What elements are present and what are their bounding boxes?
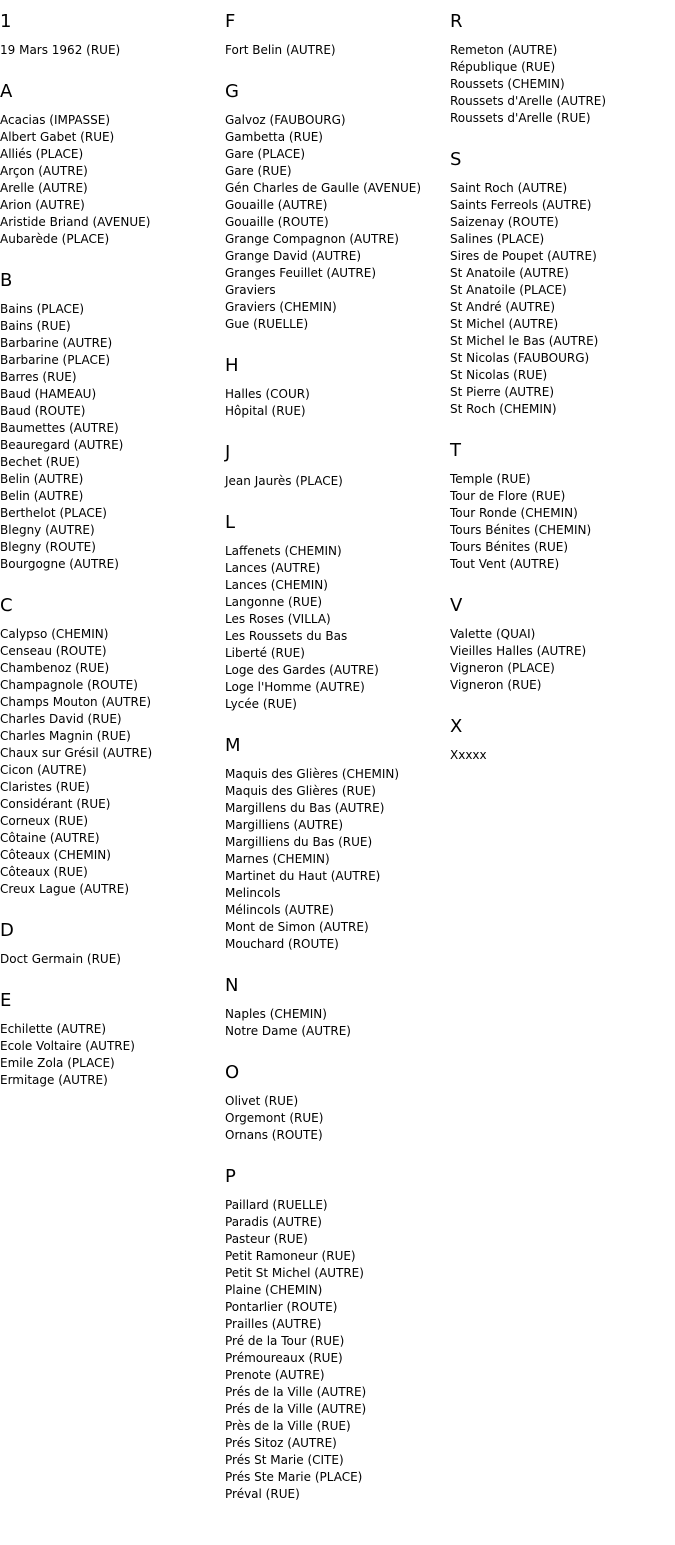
street-link[interactable]: Orgemont (RUE)	[225, 1111, 324, 1125]
street-list	[225, 543, 450, 713]
letter-heading: X	[450, 716, 463, 737]
letter-heading: V	[450, 595, 463, 616]
street-link[interactable]: Berthelot (PLACE)	[0, 506, 107, 520]
street-link[interactable]: St Nicolas (FAUBOURG)	[450, 351, 590, 365]
letter-section	[225, 512, 450, 713]
street-link[interactable]: Gambetta (RUE)	[225, 130, 323, 144]
street-link[interactable]: Les Roses (VILLA)	[225, 612, 331, 626]
letter-section	[225, 975, 450, 1040]
street-link[interactable]: Roussets d'Arelle (RUE)	[450, 111, 591, 125]
index-column-2	[225, 11, 450, 1525]
street-link[interactable]: Naples (CHEMIN)	[225, 1007, 327, 1021]
street-link[interactable]: Liberté (RUE)	[225, 646, 305, 660]
street-link[interactable]: Champs Mouton (AUTRE)	[0, 695, 152, 709]
street-link[interactable]: Chambenoz (RUE)	[0, 661, 110, 675]
street-link[interactable]: 19 Mars 1962 (RUE)	[0, 43, 121, 57]
street-link[interactable]: Côteaux (RUE)	[0, 865, 88, 879]
street-link[interactable]: Gue (RUELLE)	[225, 317, 309, 331]
street-link[interactable]: Pasteur (RUE)	[225, 1232, 308, 1246]
letter-heading: R	[450, 11, 463, 32]
street-link[interactable]: Prés Sitoz (AUTRE)	[225, 1436, 337, 1450]
street-link[interactable]: Tours Bénites (RUE)	[450, 540, 569, 554]
street-link[interactable]: Paradis (AUTRE)	[225, 1215, 322, 1229]
letter-heading: G	[225, 81, 239, 102]
street-link[interactable]: Xxxxx	[450, 748, 487, 762]
street-link[interactable]: Arelle (AUTRE)	[0, 181, 88, 195]
street-link[interactable]: Grange David (AUTRE)	[225, 249, 362, 263]
street-link[interactable]: Loge des Gardes (AUTRE)	[225, 663, 379, 677]
street-link[interactable]: Margilliens (AUTRE)	[225, 818, 344, 832]
street-link[interactable]: Blegny (AUTRE)	[0, 523, 95, 537]
letter-section	[225, 735, 450, 953]
street-link[interactable]: St Michel (AUTRE)	[450, 317, 559, 331]
street-link[interactable]: Graviers (CHEMIN)	[225, 300, 337, 314]
letter-section	[225, 11, 450, 59]
street-link[interactable]: Maquis des Glières (RUE)	[225, 784, 376, 798]
street-link[interactable]: St Nicolas (RUE)	[450, 368, 548, 382]
street-list	[225, 1006, 450, 1040]
street-link[interactable]: Sires de Poupet (AUTRE)	[450, 249, 597, 263]
street-link[interactable]: Laffenets (CHEMIN)	[225, 544, 342, 558]
street-link[interactable]: Baud (HAMEAU)	[0, 387, 97, 401]
street-list	[0, 626, 225, 898]
letter-heading: M	[225, 735, 241, 756]
street-link[interactable]: St Michel le Bas (AUTRE)	[450, 334, 599, 348]
street-link[interactable]: Alliés (PLACE)	[0, 147, 84, 161]
street-list	[450, 626, 675, 694]
street-link[interactable]: Ornans (ROUTE)	[225, 1128, 323, 1142]
street-link[interactable]: Côtaine (AUTRE)	[0, 831, 100, 845]
street-link[interactable]: Creux Lague (AUTRE)	[0, 882, 130, 896]
letter-heading: S	[450, 149, 462, 170]
street-link[interactable]: Calypso (CHEMIN)	[0, 627, 109, 641]
street-list	[0, 301, 225, 573]
street-link[interactable]: Corneux (RUE)	[0, 814, 89, 828]
street-link[interactable]: Remeton (AUTRE)	[450, 43, 558, 57]
street-link[interactable]: Marnes (CHEMIN)	[225, 852, 330, 866]
street-link[interactable]: Préval (RUE)	[225, 1487, 300, 1501]
street-link[interactable]: Prés St Marie (CITE)	[225, 1453, 344, 1467]
street-list	[225, 386, 450, 420]
street-link[interactable]: Champagnole (ROUTE)	[0, 678, 138, 692]
street-link[interactable]: Barbarine (PLACE)	[0, 353, 111, 367]
letter-section	[0, 595, 225, 898]
street-link[interactable]: Roussets (CHEMIN)	[450, 77, 565, 91]
street-list	[225, 1197, 450, 1503]
street-link[interactable]: Barbarine (AUTRE)	[0, 336, 113, 350]
street-link[interactable]: Granges Feuillet (AUTRE)	[225, 266, 377, 280]
street-list	[450, 180, 675, 418]
street-link[interactable]: Belin (AUTRE)	[0, 472, 84, 486]
street-link[interactable]: Vieilles Halles (AUTRE)	[450, 644, 587, 658]
street-link[interactable]: Baumettes (AUTRE)	[0, 421, 119, 435]
street-link[interactable]: Acacias (IMPASSE)	[0, 113, 111, 127]
street-list	[225, 766, 450, 953]
letter-heading: N	[225, 975, 239, 996]
street-link[interactable]: Melincols	[225, 886, 281, 900]
letter-section	[225, 81, 450, 333]
letter-heading: F	[225, 11, 236, 32]
street-link[interactable]: Vigneron (PLACE)	[450, 661, 555, 675]
street-list	[0, 42, 225, 59]
street-list	[225, 42, 450, 59]
street-link[interactable]: Graviers	[225, 283, 276, 297]
street-link[interactable]: Pontarlier (ROUTE)	[225, 1300, 338, 1314]
street-link[interactable]: Prés Ste Marie (PLACE)	[225, 1470, 363, 1484]
letter-heading: J	[225, 442, 231, 463]
street-link[interactable]: Mont de Simon (AUTRE)	[225, 920, 369, 934]
street-link[interactable]: Petit Ramoneur (RUE)	[225, 1249, 356, 1263]
street-link[interactable]: Albert Gabet (RUE)	[0, 130, 115, 144]
street-link[interactable]: Gare (PLACE)	[225, 147, 306, 161]
letter-heading: O	[225, 1062, 240, 1083]
street-link[interactable]: Gare (RUE)	[225, 164, 292, 178]
street-link[interactable]: Arçon (AUTRE)	[0, 164, 88, 178]
street-link[interactable]: Aubarède (PLACE)	[0, 232, 110, 246]
street-link[interactable]: Margillens du Bas (AUTRE)	[225, 801, 385, 815]
street-list	[450, 471, 675, 573]
street-link[interactable]: Les Roussets du Bas	[225, 629, 348, 643]
street-link[interactable]: Paillard (RUELLE)	[225, 1198, 328, 1212]
street-link[interactable]: Prenote (AUTRE)	[225, 1368, 325, 1382]
street-link[interactable]: St Anatoile (AUTRE)	[450, 266, 569, 280]
street-link[interactable]: Gén Charles de Gaulle (AVENUE)	[225, 181, 422, 195]
letter-heading: 1	[0, 11, 12, 32]
street-link[interactable]: Martinet du Haut (AUTRE)	[225, 869, 381, 883]
index-column-3	[450, 11, 675, 786]
street-list	[450, 747, 675, 764]
street-link[interactable]: Emile Zola (PLACE)	[0, 1056, 115, 1070]
street-link[interactable]: St Roch (CHEMIN)	[450, 402, 557, 416]
street-link[interactable]: Considérant (RUE)	[0, 797, 111, 811]
letter-heading: L	[225, 512, 236, 533]
street-link[interactable]: Langonne (RUE)	[225, 595, 323, 609]
street-link[interactable]: Bains (PLACE)	[0, 302, 85, 316]
street-link[interactable]: Plaine (CHEMIN)	[225, 1283, 323, 1297]
street-link[interactable]: Beauregard (AUTRE)	[0, 438, 124, 452]
letter-section	[450, 149, 675, 418]
street-link[interactable]: Notre Dame (AUTRE)	[225, 1024, 351, 1038]
street-link[interactable]: St Pierre (AUTRE)	[450, 385, 555, 399]
street-link[interactable]: Olivet (RUE)	[225, 1094, 299, 1108]
street-link[interactable]: Aristide Briand (AVENUE)	[0, 215, 151, 229]
street-link[interactable]: Arion (AUTRE)	[0, 198, 85, 212]
street-link[interactable]: Ermitage (AUTRE)	[0, 1073, 108, 1087]
street-link[interactable]: Salines (PLACE)	[450, 232, 545, 246]
street-link[interactable]: Près de la Ville (RUE)	[225, 1419, 351, 1433]
street-link[interactable]: Vigneron (RUE)	[450, 678, 542, 692]
street-link[interactable]: Belin (AUTRE)	[0, 489, 84, 503]
letter-section	[0, 81, 225, 248]
letter-heading: E	[0, 990, 12, 1011]
letter-section	[225, 355, 450, 420]
street-link[interactable]: Valette (QUAI)	[450, 627, 536, 641]
letter-heading: T	[450, 440, 461, 461]
street-link[interactable]: Tout Vent (AUTRE)	[450, 557, 560, 571]
street-link[interactable]: Tours Bénites (CHEMIN)	[450, 523, 592, 537]
street-list	[225, 1093, 450, 1144]
street-link[interactable]: Gouaille (AUTRE)	[225, 198, 328, 212]
letter-heading: A	[0, 81, 13, 102]
street-link[interactable]: Mélincols (AUTRE)	[225, 903, 334, 917]
street-link[interactable]: Halles (COUR)	[225, 387, 310, 401]
street-list	[225, 112, 450, 333]
street-link[interactable]: Echilette (AUTRE)	[0, 1022, 107, 1036]
street-link[interactable]: Charles David (RUE)	[0, 712, 122, 726]
letter-section	[0, 270, 225, 573]
street-link[interactable]: Tour Ronde (CHEMIN)	[450, 506, 578, 520]
street-link[interactable]: Tour de Flore (RUE)	[450, 489, 566, 503]
letter-heading: P	[225, 1166, 236, 1187]
street-link[interactable]: Côteaux (CHEMIN)	[0, 848, 111, 862]
street-link[interactable]: Ecole Voltaire (AUTRE)	[0, 1039, 135, 1053]
street-link[interactable]: Pré de la Tour (RUE)	[225, 1334, 345, 1348]
street-link[interactable]: Bechet (RUE)	[0, 455, 80, 469]
street-link[interactable]: Petit St Michel (AUTRE)	[225, 1266, 364, 1280]
street-link[interactable]: Gouaille (ROUTE)	[225, 215, 329, 229]
letter-heading: B	[0, 270, 13, 291]
street-link[interactable]: Hôpital (RUE)	[225, 404, 306, 418]
street-link[interactable]: République (RUE)	[450, 60, 556, 74]
street-link[interactable]: Cicon (AUTRE)	[0, 763, 87, 777]
letter-section	[450, 716, 675, 764]
street-link[interactable]: Temple (RUE)	[450, 472, 531, 486]
street-link[interactable]: Lances (AUTRE)	[225, 561, 321, 575]
street-link[interactable]: Censeau (ROUTE)	[0, 644, 107, 658]
street-link[interactable]: Loge l'Homme (AUTRE)	[225, 680, 365, 694]
street-link[interactable]: Chaux sur Grésil (AUTRE)	[0, 746, 153, 760]
street-link[interactable]: Galvoz (FAUBOURG)	[225, 113, 346, 127]
street-link[interactable]: Maquis des Glières (CHEMIN)	[225, 767, 400, 781]
street-link[interactable]: Prés de la Ville (AUTRE)	[225, 1385, 367, 1399]
letter-section	[450, 595, 675, 694]
street-link[interactable]: Lances (CHEMIN)	[225, 578, 328, 592]
street-link[interactable]: Blegny (ROUTE)	[0, 540, 96, 554]
street-link[interactable]: Claristes (RUE)	[0, 780, 90, 794]
street-link[interactable]: Fort Belin (AUTRE)	[225, 43, 336, 57]
street-list	[0, 1021, 225, 1089]
street-link[interactable]: Grange Compagnon (AUTRE)	[225, 232, 399, 246]
street-list	[225, 473, 450, 490]
street-link[interactable]: Mouchard (ROUTE)	[225, 937, 339, 951]
street-link[interactable]: Lycée (RUE)	[225, 697, 297, 711]
street-link[interactable]: Prailles (AUTRE)	[225, 1317, 322, 1331]
letter-heading: H	[225, 355, 239, 376]
street-link[interactable]: Saints Ferreols (AUTRE)	[450, 198, 592, 212]
street-link[interactable]: Saint Roch (AUTRE)	[450, 181, 568, 195]
street-list	[0, 112, 225, 248]
street-link[interactable]: Bourgogne (AUTRE)	[0, 557, 119, 571]
street-link[interactable]: Jean Jaurès (PLACE)	[225, 474, 343, 488]
street-link[interactable]: Charles Magnin (RUE)	[0, 729, 131, 743]
street-list	[450, 42, 675, 127]
street-link[interactable]: Baud (ROUTE)	[0, 404, 86, 418]
letter-heading: D	[0, 920, 14, 941]
street-link[interactable]: St Anatoile (PLACE)	[450, 283, 567, 297]
letter-section	[0, 11, 225, 59]
letter-section	[0, 920, 225, 968]
letter-section	[450, 440, 675, 573]
street-link[interactable]: Prés de la Ville (AUTRE)	[225, 1402, 367, 1416]
letter-section	[450, 11, 675, 127]
street-list	[0, 951, 225, 968]
street-link[interactable]: Margilliens du Bas (RUE)	[225, 835, 373, 849]
letter-section	[225, 1166, 450, 1503]
letter-section	[225, 442, 450, 490]
letter-heading: C	[0, 595, 13, 616]
letter-section	[225, 1062, 450, 1144]
index-column-1	[0, 11, 225, 1111]
street-link[interactable]: Saizenay (ROUTE)	[450, 215, 559, 229]
street-link[interactable]: Bains (RUE)	[0, 319, 71, 333]
street-link[interactable]: Barres (RUE)	[0, 370, 77, 384]
street-link[interactable]: Prémoureaux (RUE)	[225, 1351, 343, 1365]
letter-section	[0, 990, 225, 1089]
street-link[interactable]: Doct Germain (RUE)	[0, 952, 121, 966]
street-link[interactable]: Roussets d'Arelle (AUTRE)	[450, 94, 607, 108]
street-link[interactable]: St André (AUTRE)	[450, 300, 556, 314]
